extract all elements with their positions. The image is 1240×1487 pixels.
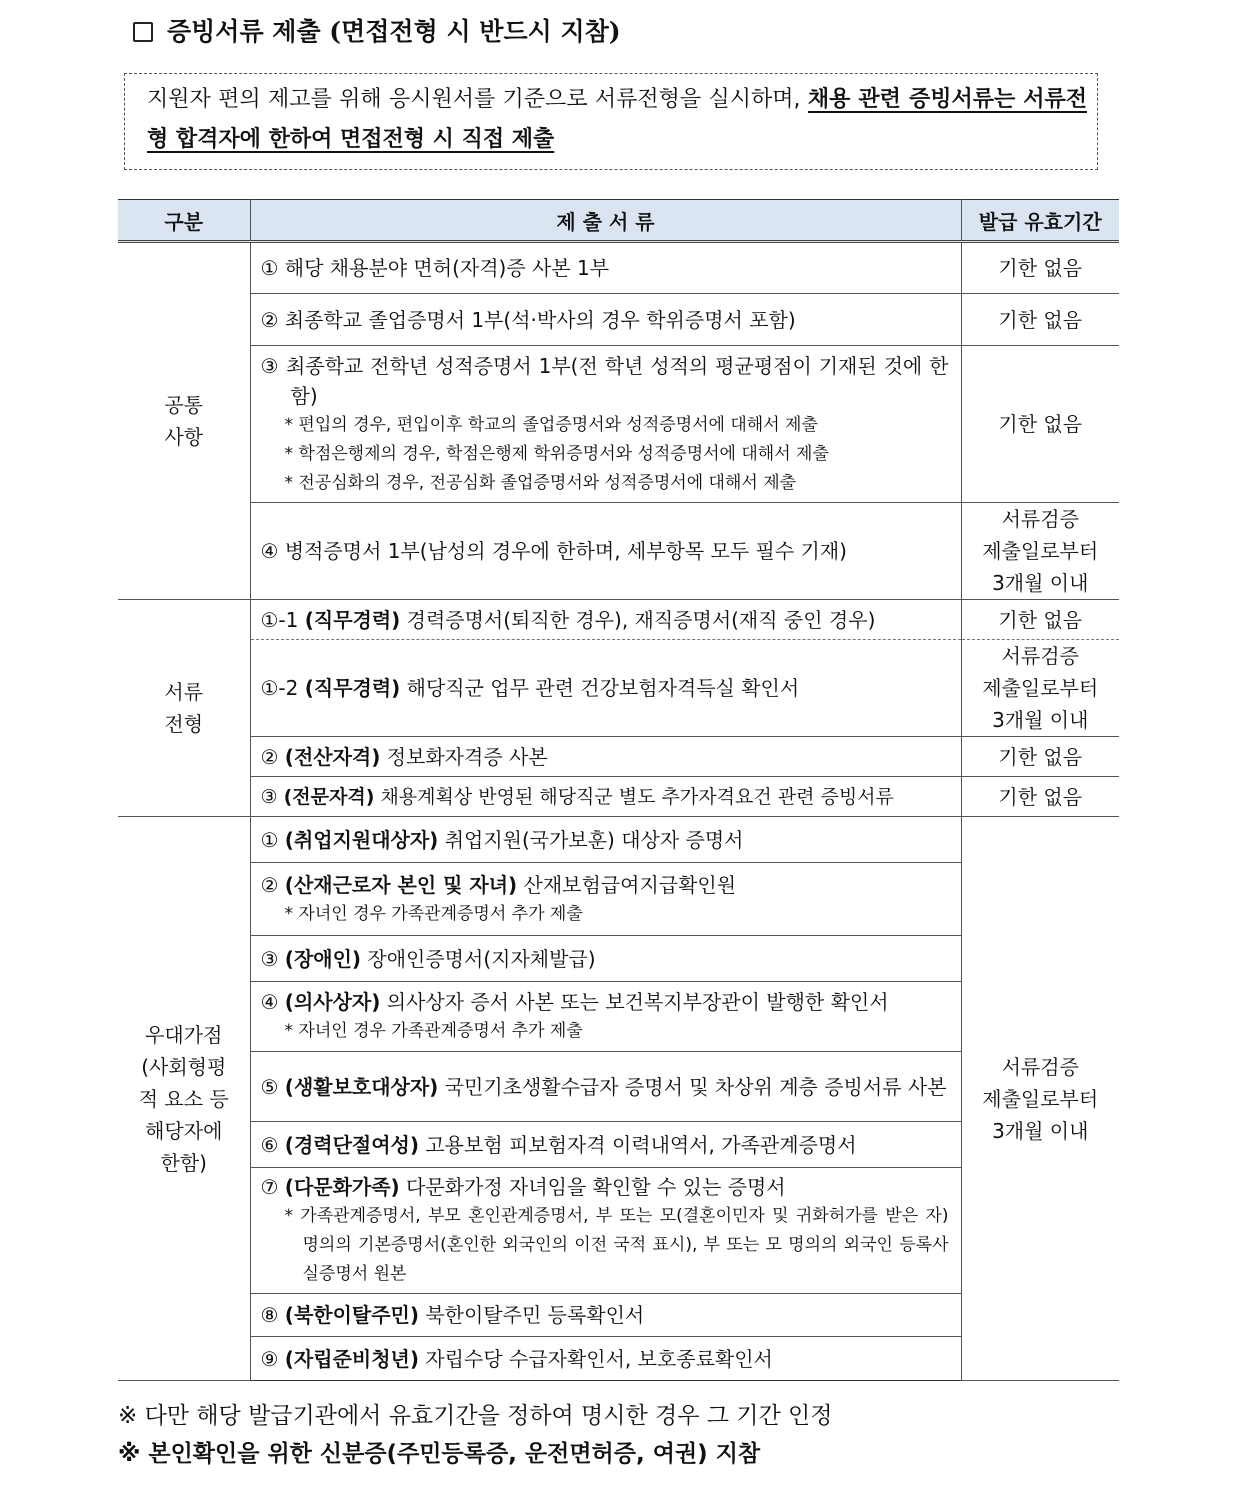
doc-note: * 자녀인 경우 가족관계증명서 추가 제출 [284,903,583,924]
validity-cell: 서류검증 제출일로부터 3개월 이내 [961,640,1119,737]
table-row [118,777,1119,817]
doc-note: * 가족관계증명서, 부모 혼인관계증명서, 부 또는 모(결혼이민자 및 귀화허가를 받은 자) 명의의 기본증명서(혼인한 외국인의 이전 국적 표시), 부 또는 모 명의의 외국인 등록사실증명서 원본 [284,1206,949,1284]
doc-cell: ① (취업지원대상자) 취업지원(국가보훈) 대상자 증명서 [250,817,961,863]
section-title-text: 증빙서류 제출 (면접전형 시 반드시 지참) [167,17,621,46]
header-documents: 제 출 서 류 [250,200,961,242]
doc-cell: ③ (장애인) 장애인증명서(지자체발급) [250,936,961,982]
doc-cell: ③ 최종학교 전학년 성적증명서 1부(전 학년 성적의 평균평점이 기재된 것에 한함) * 편입의 경우, 편입이후 학교의 졸업증명서와 성적증명서에 대해서 제출 * 학점은행제의 경우, 학점은행제 학위증명서와 성적증명서에 대해서 제출 * 전공심화의 경우, 전공심화 졸업증명서와 성적증명서에 대해서 제출 [250,346,961,503]
doc-cell: ⑨ (자립준비청년) 자립수당 수급자확인서, 보호종료확인서 [250,1337,961,1381]
doc-note: * 자녀인 경우 가족관계증명서 추가 제출 [284,1021,583,1041]
doc-cell: ①-1 (직무경력) 경력증명서(퇴직한 경우), 재직증명서(재직 중인 경우) [250,600,961,640]
doc-cell: ⑦ (다문화가족) 다문화가정 자녀임을 확인할 수 있는 증명서 * 가족관계증명서, 부모 혼인관계증명서, 부 또는 모(결혼이민자 및 귀화허가를 받은 자) 명의의 기본증명서(혼인한 외국인의 이전 국적 표시), 부 또는 모 명의의 외국인 등록사실증명서 원본 [250,1168,961,1294]
validity-cell: 기한 없음 [961,737,1119,777]
table-row [118,503,1119,600]
doc-cell: ⑤ (생활보호대상자) 국민기초생활수급자 증명서 및 차상위 계층 증빙서류 사본 [250,1052,961,1122]
table-row [118,294,1119,346]
validity-cell: 기한 없음 [961,346,1119,503]
table-row [118,600,1119,640]
table-header-row [118,200,1119,242]
validity-cell: 기한 없음 [961,600,1119,640]
doc-cell: ⑥ (경력단절여성) 고용보험 피보험자격 이력내역서, 가족관계증명서 [250,1122,961,1168]
checkbox-icon [133,22,153,42]
notice-box [124,73,1098,170]
validity-cell: 서류검증 제출일로부터 3개월 이내 [961,503,1119,600]
category-preference: 우대가점 (사회형평 적 요소 등 해당자에 한함) [118,817,250,1381]
doc-note: * 전공심화의 경우, 전공심화 졸업증명서와 성적증명서에 대해서 제출 [284,472,797,493]
footer-notes [118,1397,1118,1473]
footer-note-1: ※ 다만 해당 발급기관에서 유효기간을 정하여 명시한 경우 그 기간 인정 [118,1403,833,1429]
doc-cell: ④ 병적증명서 1부(남성의 경우에 한하며, 세부항목 모두 필수 기재) [250,503,961,600]
doc-cell: ② 최종학교 졸업증명서 1부(석·박사의 경우 학위증명서 포함) [250,294,961,346]
doc-cell: ④ (의사상자) 의사상자 증서 사본 또는 보건복지부장관이 발행한 확인서 * 자녀인 경우 가족관계증명서 추가 제출 [250,982,961,1052]
doc-cell: ③ (전문자격) 채용계획상 반영된 해당직군 별도 추가자격요건 관련 증빙서류 [250,777,961,817]
header-category: 구분 [118,200,250,242]
category-screening: 서류 전형 [118,600,250,817]
validity-cell: 기한 없음 [961,242,1119,294]
notice-emphasis: 채용 관련 증빙서류는 서류전형 합격자에 한하여 면접전형 시 직접 제출 [147,87,1087,152]
doc-cell: ①-2 (직무경력) 해당직군 업무 관련 건강보험자격득실 확인서 [250,640,961,737]
notice-plain: 지원자 편의 제고를 위해 응시원서를 기준으로 서류전형을 실시하며, [147,87,808,112]
doc-cell: ① 해당 채용분야 면허(자격)증 사본 1부 [250,242,961,294]
doc-note: * 편입의 경우, 편입이후 학교의 졸업증명서와 성적증명서에 대해서 제출 [284,414,818,435]
table-row [118,346,1119,503]
doc-cell: ② (산재근로자 본인 및 자녀) 산재보험급여지급확인원 * 자녀인 경우 가족관계증명서 추가 제출 [250,863,961,936]
validity-cell: 서류검증 제출일로부터 3개월 이내 [961,817,1119,1381]
table-row [118,242,1119,294]
table-row [118,817,1119,863]
category-common: 공통 사항 [118,242,250,600]
table-row [118,737,1119,777]
doc-note: * 학점은행제의 경우, 학점은행제 학위증명서와 성적증명서에 대해서 제출 [284,443,829,464]
footer-note-2: ※ 본인확인을 위한 신분증(주민등록증, 운전면허증, 여권) 지참 [118,1441,761,1467]
doc-cell: ② (전산자격) 정보화자격증 사본 [250,737,961,777]
table-row [118,640,1119,737]
validity-cell: 기한 없음 [961,777,1119,817]
validity-cell: 기한 없음 [961,294,1119,346]
doc-cell: ⑧ (북한이탈주민) 북한이탈주민 등록확인서 [250,1294,961,1337]
header-validity: 발급 유효기간 [961,200,1119,242]
documents-table [118,199,1119,1381]
section-title [133,14,621,50]
